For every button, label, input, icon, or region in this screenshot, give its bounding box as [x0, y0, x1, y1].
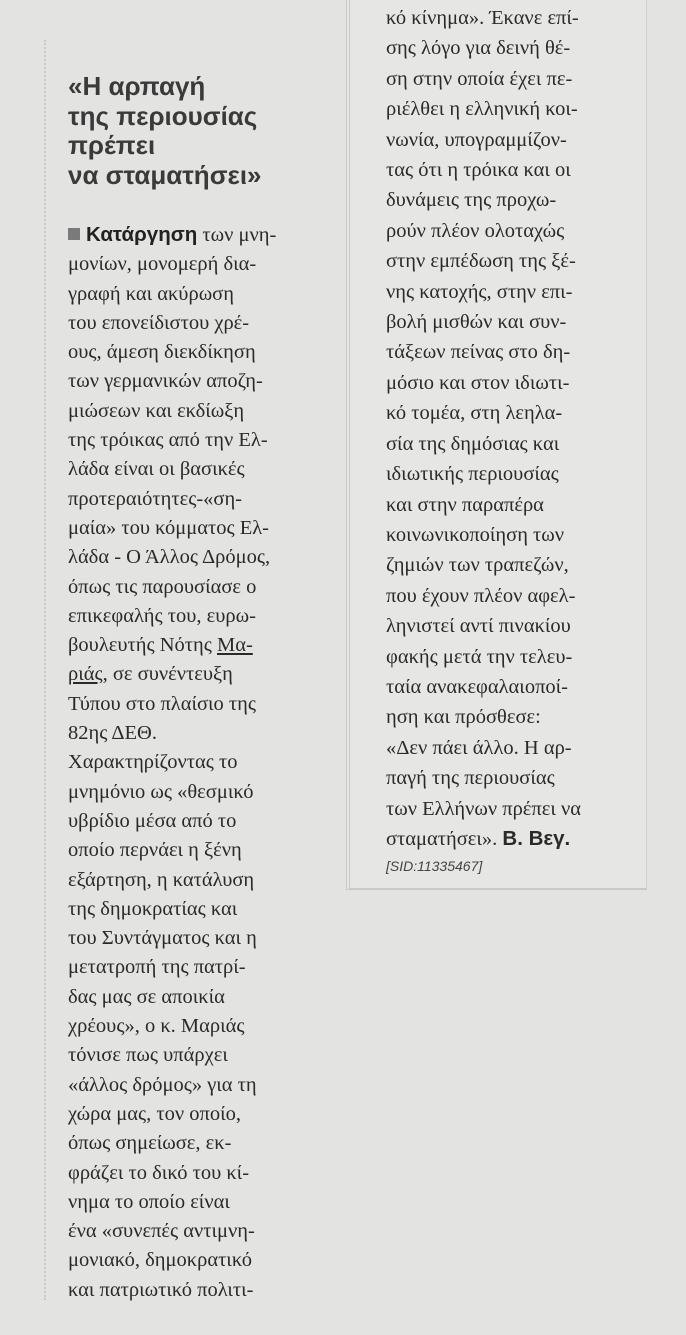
text-line: των Ελλήνων πρέπει να — [386, 797, 582, 820]
byline: Β. Βεγ. — [502, 826, 571, 850]
text-line: μονιακό, δημοκρατικό — [68, 1249, 252, 1272]
text-line: ταία ανακεφαλαιοποί- — [386, 675, 569, 698]
text-line: του Συντάγματος και η — [68, 927, 257, 950]
text-line: όπως σημείωσε, εκ- — [68, 1132, 232, 1155]
text-line: μετατροπή της πατρί- — [68, 956, 246, 979]
text-line — [386, 824, 646, 854]
text-line: λάδα - Ο Άλλος Δρόμος, — [68, 546, 271, 569]
text: σταματήσει». — [386, 827, 503, 850]
underlined-name: ριάς — [68, 663, 103, 686]
text-line: «Δεν πάει άλλο. Η αρ- — [386, 736, 572, 759]
text-line: ζημιών των τραπεζών, — [386, 554, 569, 577]
lead-word: Κατάργηση — [86, 223, 198, 246]
text-line: κό κίνημα». Έκανε επί- — [386, 7, 579, 29]
text-line: λάδα είναι οι βασικές — [68, 458, 245, 481]
text-line: μιώσεων και εκδίωξη — [68, 399, 245, 422]
headline-line: να σταματήσει» — [68, 159, 262, 190]
text-line: τόνισε πως υπάρχει — [68, 1044, 228, 1067]
text-line: και στην παραπέρα — [386, 493, 544, 516]
text-line: δυνάμεις της προχω- — [386, 189, 557, 212]
text-line — [68, 631, 338, 660]
text-line: σία της δημόσιας και — [386, 432, 560, 455]
text-line: σης λόγο για δεινή θέ- — [386, 37, 571, 60]
text-line: προτεραιότητες-«ση- — [68, 487, 243, 510]
text-line: της τρόικας από την Ελ- — [68, 429, 268, 452]
underlined-name: Μα- — [217, 634, 253, 657]
text-line: τας ότι η τρόικα και οι — [386, 159, 571, 182]
headline — [68, 72, 338, 190]
column-divider — [44, 40, 49, 1300]
text-line: ληνιστεί αντί πινακίου — [386, 615, 571, 638]
text: , σε συνέντευξη — [102, 663, 233, 686]
body-text-block — [68, 250, 338, 631]
headline-line: «Η αρπαγή — [68, 71, 206, 101]
headline-line: πρέπει — [68, 130, 156, 160]
body-text-block — [386, 3, 646, 824]
text-line: φακής μετά την τελευ- — [386, 645, 573, 668]
text: βουλευτής Νότης — [68, 634, 217, 657]
text-line: εξάρτηση, η κατάλυση — [68, 868, 255, 891]
text-line: επικεφαλής του, ευρω- — [68, 604, 256, 627]
text-line: υβρίδιο μέσα από το — [68, 809, 237, 832]
text-line: οποίο περνάει η ξένη — [68, 839, 242, 862]
text-line — [68, 660, 338, 689]
article-left-column — [68, 72, 338, 1305]
text-line: μόσιο και στον ιδιωτι- — [386, 371, 570, 394]
article-right-column-box — [346, 0, 647, 890]
text-line: βολή μισθών και συν- — [386, 311, 567, 334]
text-line: φράζει το δικό του κί- — [68, 1161, 250, 1184]
text-line: μνημόνιο ως «θεσμικό — [68, 780, 254, 803]
text-line: νωνία, υπογραμμίζον- — [386, 128, 567, 151]
text-line: νης κατοχής, στην επι- — [386, 280, 573, 303]
text-line: δας μας σε αποικία — [68, 985, 225, 1008]
text-line: ένα «συνεπές αντιμνη- — [68, 1220, 255, 1243]
headline-line: της περιουσίας — [68, 100, 258, 131]
text-line: 82ης ΔΕΘ. — [68, 722, 157, 745]
text-line: παγή της περιουσίας — [386, 767, 555, 790]
text-line: ους, άμεση διεκδίκηση — [68, 341, 256, 364]
text-line: μαία» του κόμματος Ελ- — [68, 516, 269, 539]
text-line: των γερμανικών αποζη- — [68, 370, 263, 393]
text-line: στην εμπέδωση της ξέ- — [386, 250, 576, 273]
text-line: ιδιωτικής περιουσίας — [386, 463, 559, 486]
text-line: χώρα μας, τον οποίο, — [68, 1102, 241, 1125]
text-line: ριέλθει η ελληνική κοι- — [386, 98, 578, 121]
square-bullet-icon — [68, 228, 80, 240]
text-line: χρέους», ο κ. Μαριάς — [68, 1015, 245, 1038]
text-line: μονίων, μονομερή δια- — [68, 253, 257, 276]
text-line: του επονείδιστου χρέ- — [68, 311, 250, 334]
text-line: κοινωνικοποίηση των — [386, 523, 565, 546]
text-line: της δημοκρατίας και — [68, 897, 238, 920]
sid-reference: [SID:11335467] — [386, 858, 483, 875]
text-line: Χαρακτηρίζοντας το — [68, 751, 238, 774]
body-text-block — [68, 690, 338, 1305]
text-line: «άλλος δρόμος» για τη — [68, 1073, 257, 1096]
text-line: τάξεων πείνας στο δη- — [386, 341, 571, 364]
text-line: κό τομέα, στη λεηλα- — [386, 402, 563, 425]
text: των μνη- — [197, 224, 277, 246]
text-line: νημα το οποίο είναι — [68, 1190, 230, 1213]
text-line: Τύπου στο πλαίσιο της — [68, 692, 257, 715]
text-line: όπως τις παρουσίασε ο — [68, 575, 257, 598]
text-line: γραφή και ακύρωση — [68, 282, 234, 305]
text-line: ση στην οποία έχει πε- — [386, 67, 573, 90]
text-line: ηση και πρόσθεσε: — [386, 706, 541, 729]
lead-line — [68, 220, 338, 250]
article-right-column — [386, 3, 646, 878]
text-line: ρούν πλέον ολοταχώς — [386, 219, 565, 242]
text-line: και πατριωτικό πολιτι- — [68, 1278, 254, 1301]
text-line: που έχουν πλέον αφελ- — [386, 584, 576, 607]
